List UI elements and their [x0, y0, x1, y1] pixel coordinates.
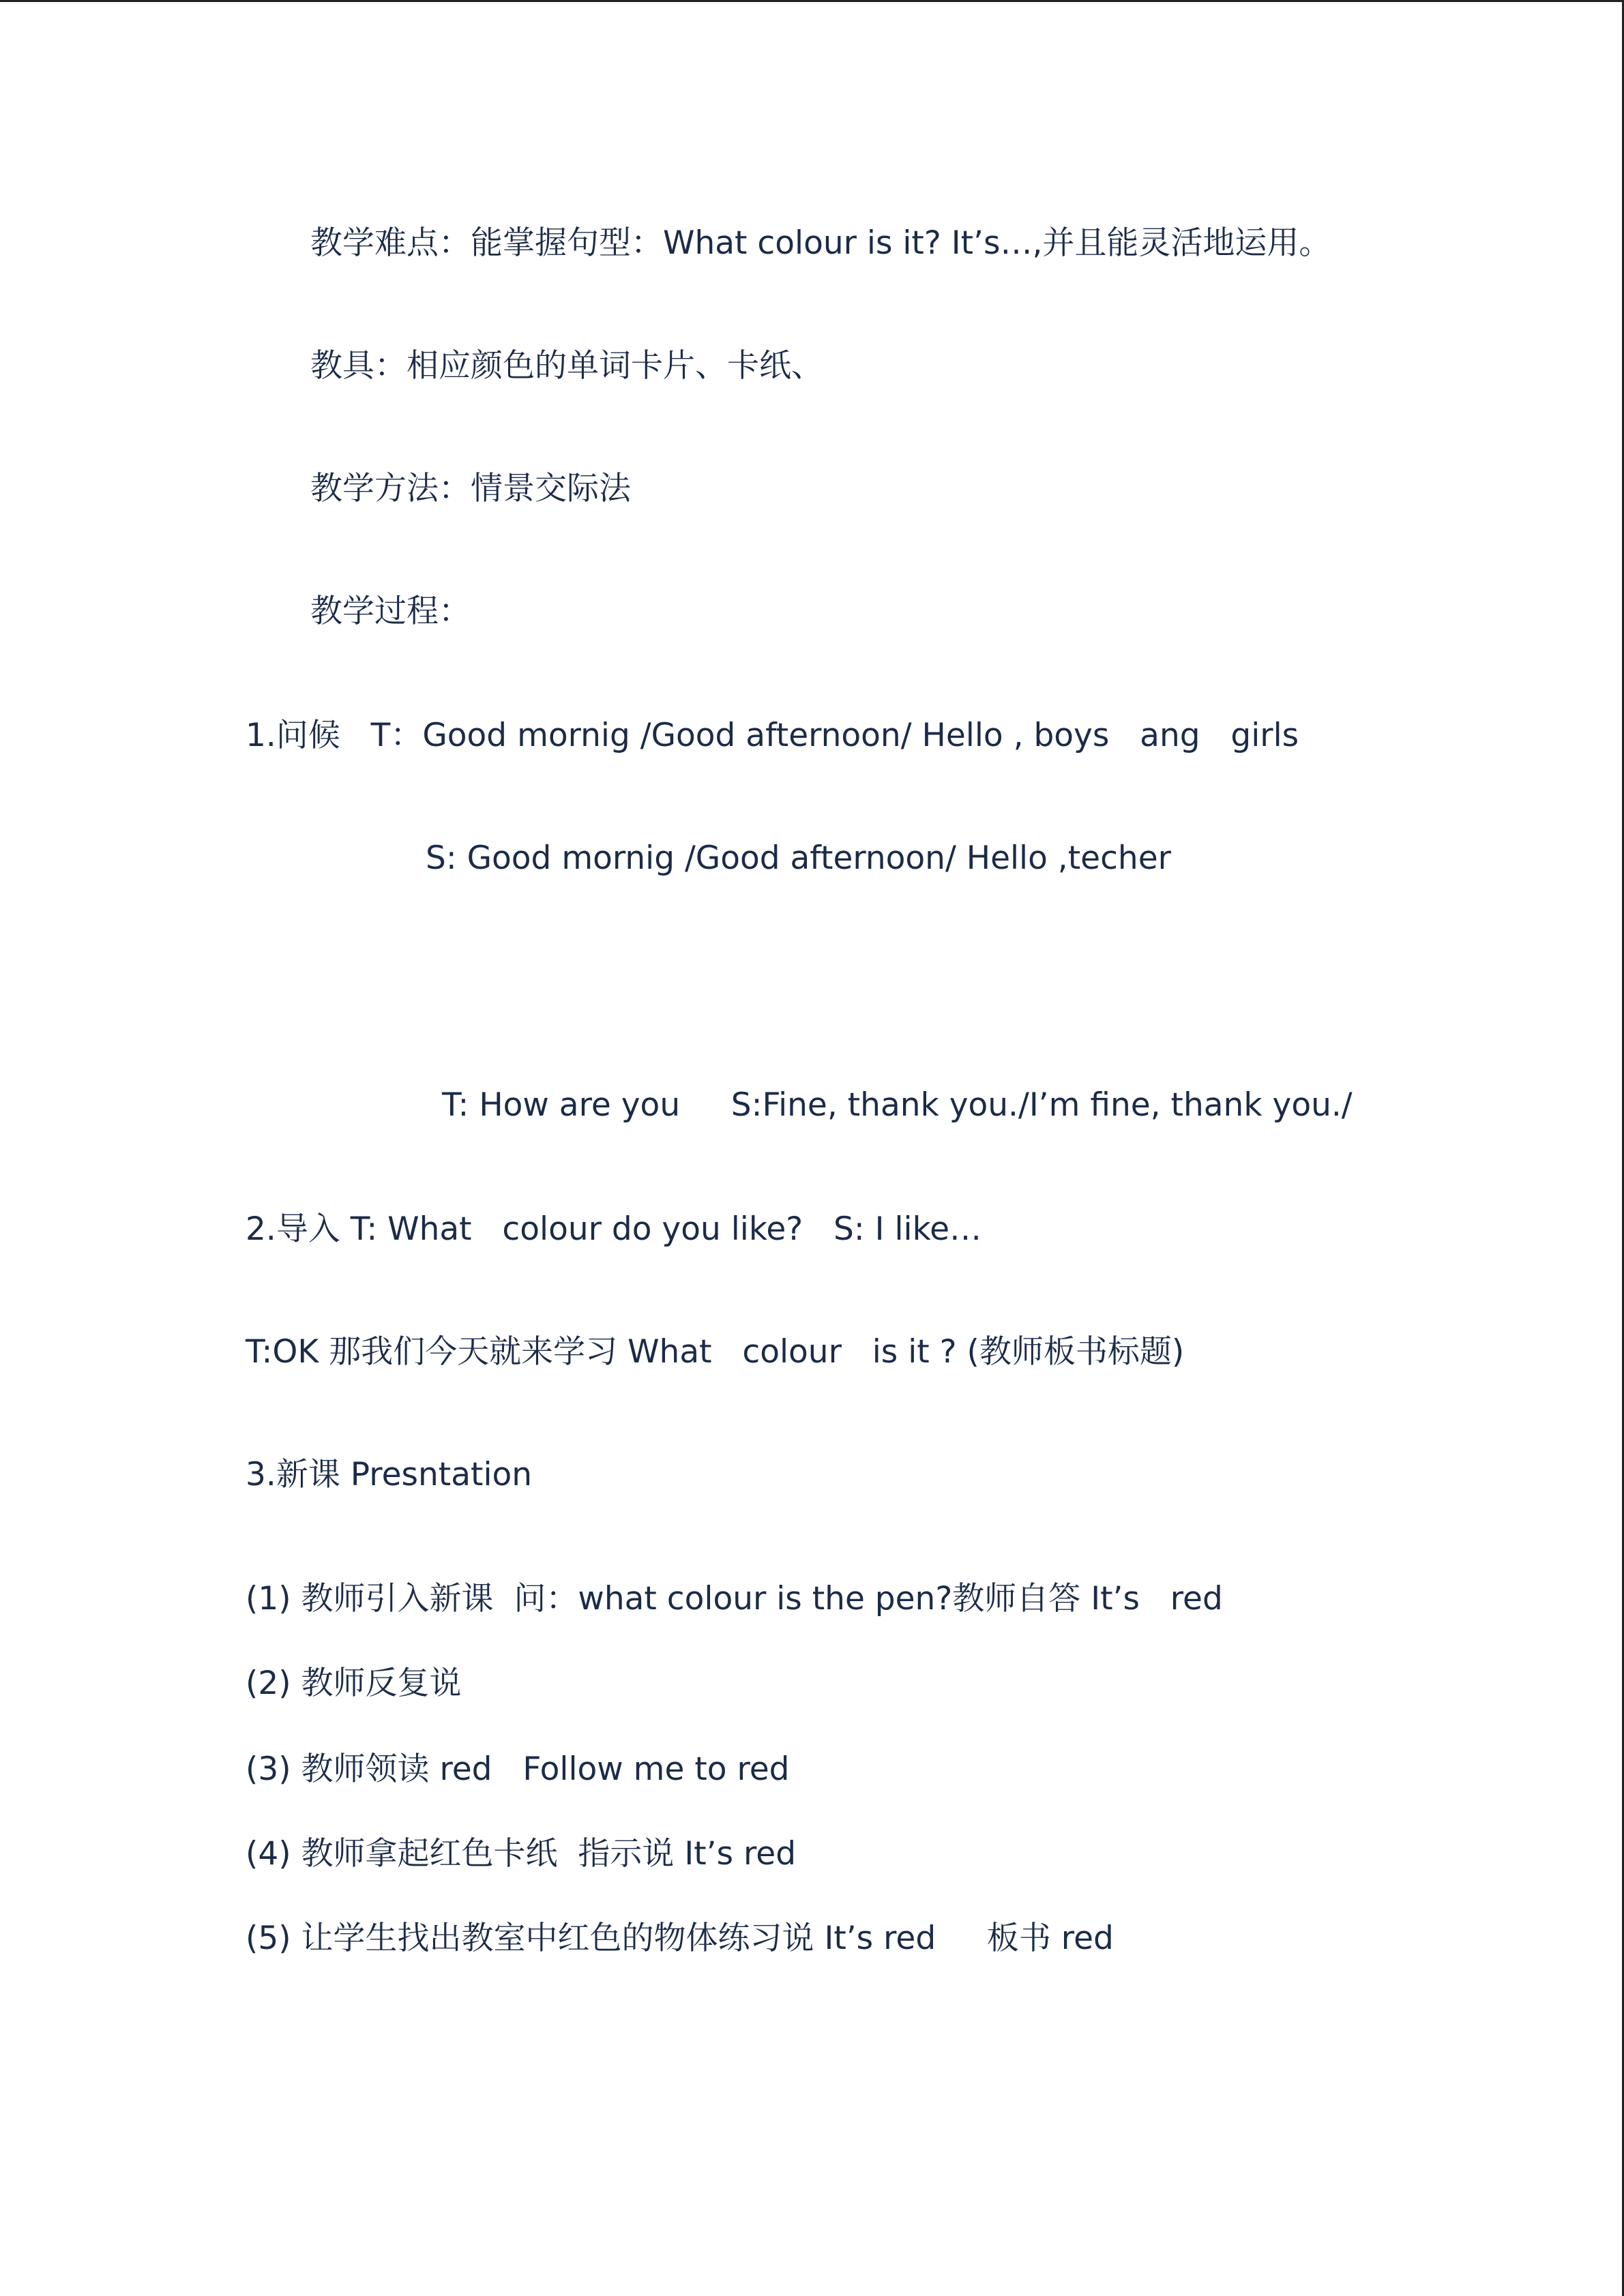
teaching-process-heading: 教学过程：: [310, 593, 471, 630]
topic-intro-line: T:OK 那我们今天就来学习 What colour is it ? (教师板书标题): [246, 1333, 1185, 1371]
presentation-heading: 3.新课 Presntation: [246, 1456, 533, 1493]
teaching-method-line: 教学方法：情景交际法: [310, 470, 631, 507]
lead-in-line: 2.导入 T: What colour do you like? S: I like…: [246, 1210, 982, 1248]
teaching-aids-line: 教具：相应颜色的单词卡片、卡纸、: [310, 347, 823, 385]
difficulty-line: 教学难点：能掌握句型：What colour is it? It’s…,并且能灵活地运用。: [310, 224, 1331, 262]
step-4-line: (4) 教师拿起红色卡纸 指示说 It’s red: [246, 1835, 797, 1873]
step-1-line: (1) 教师引入新课 问：what colour is the pen?教师自答 It’s red: [246, 1580, 1223, 1617]
greeting-student-line: S: Good mornig /Good afternoon/ Hello ,techer: [426, 839, 1171, 877]
step-2-line: (2) 教师反复说: [246, 1665, 462, 1702]
step-5-line: (5) 让学生找出教室中红色的物体练习说 It’s red 板书 red: [246, 1920, 1114, 1957]
how-are-you-line: T: How are you S:Fine, thank you./I’m fine, thank you./: [442, 1086, 1353, 1124]
step-3-line: (3) 教师领读 red Follow me to red: [246, 1750, 790, 1788]
greeting-teacher-line: 1.问候 T：Good mornig /Good afternoon/ Hello , boys ang girls: [246, 717, 1299, 754]
